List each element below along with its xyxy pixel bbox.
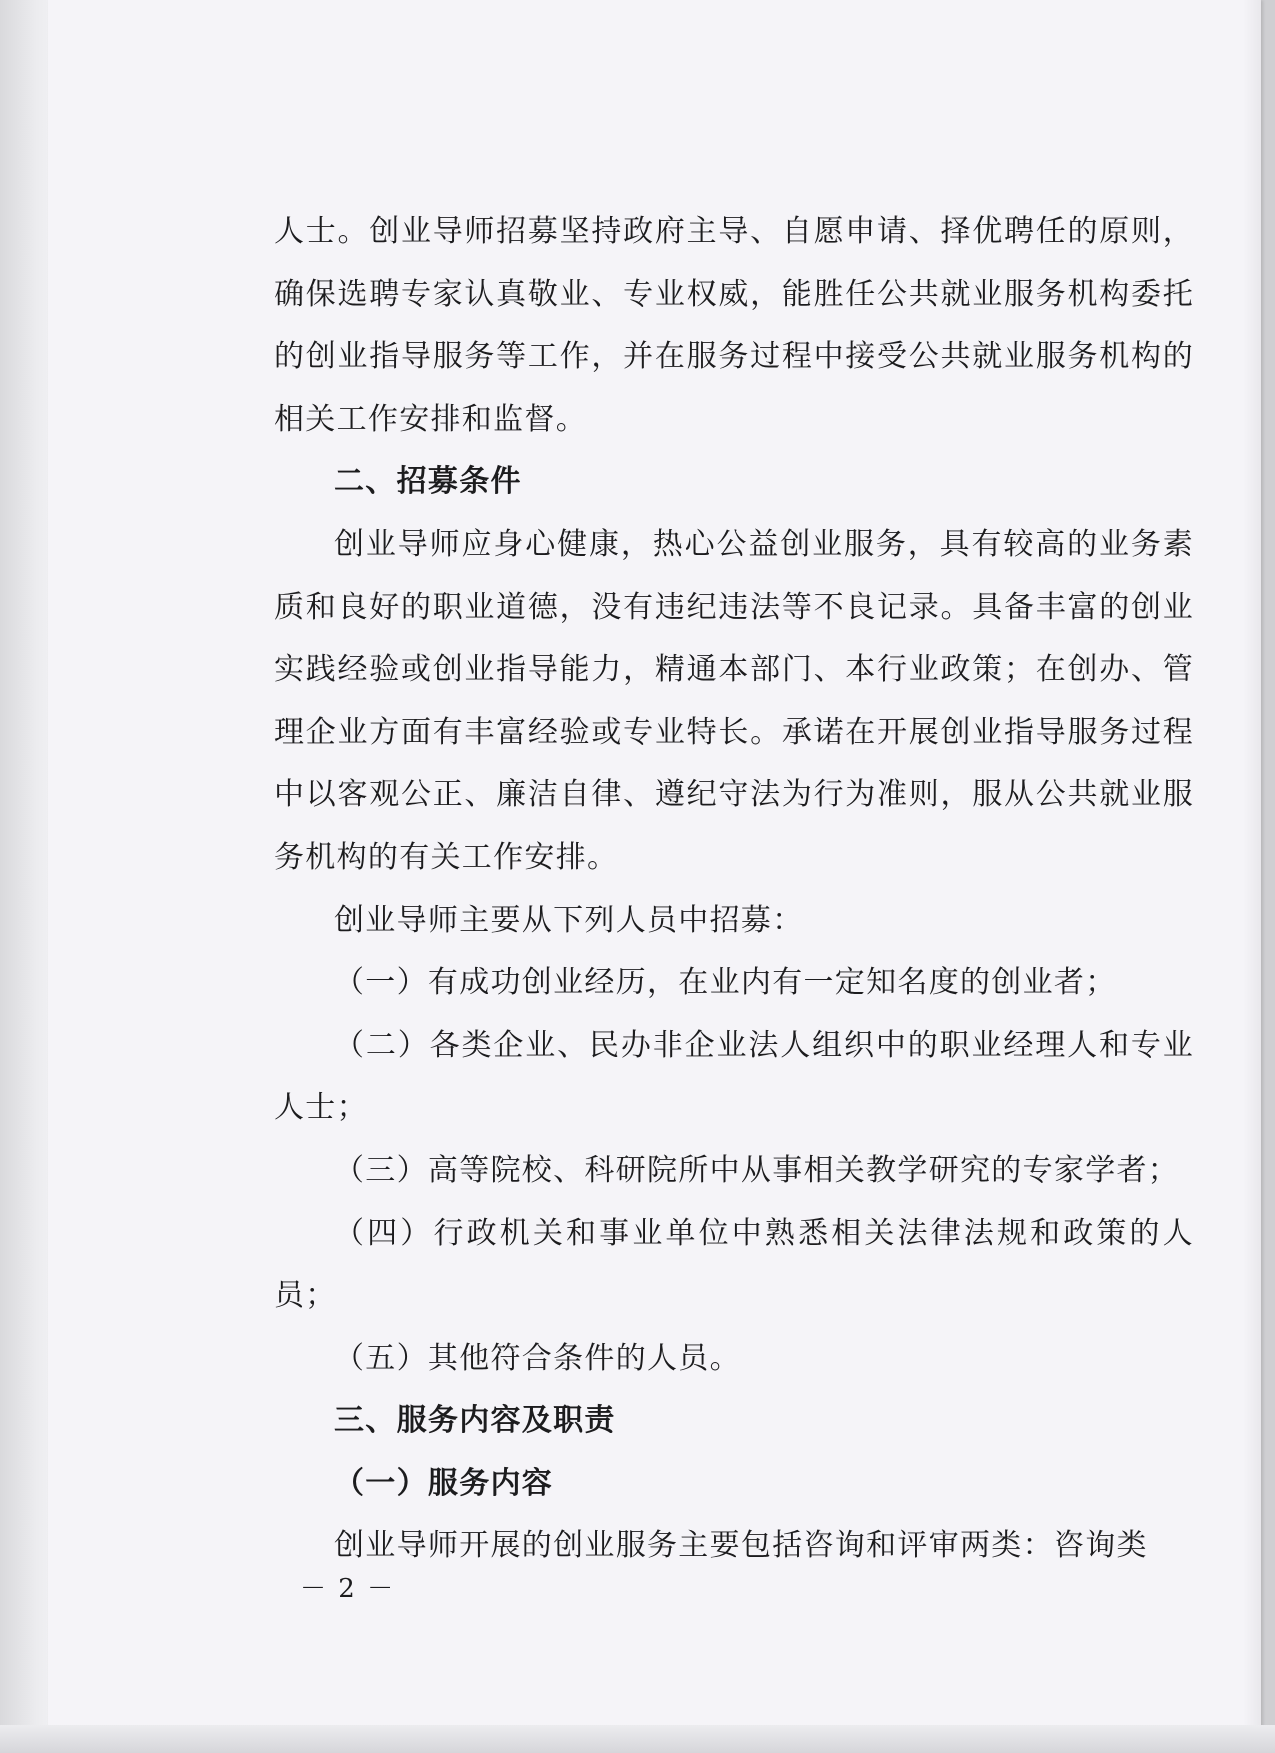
body-paragraph: （一）有成功创业经历，在业内有一定知名度的创业者；: [334, 965, 1117, 1001]
body-paragraph: 创业导师开展的创业服务主要包括咨询和评审两类：咨询类: [334, 1528, 1148, 1564]
body-paragraph: （五）其他符合条件的人员。: [334, 1340, 741, 1376]
body-paragraph: （二）各类企业、民办非企业法人组织中的职业经理人和专业人士；: [274, 1027, 1194, 1126]
section-heading: 三、服务内容及职责: [334, 1403, 616, 1439]
body-paragraph: （四）行政机关和事业单位中熟悉相关法律法规和政策的人员；: [274, 1215, 1194, 1314]
body-paragraph: 创业导师主要从下列人员中招募：: [334, 902, 804, 938]
document-body: [274, 201, 1194, 1578]
body-paragraph: 创业导师应身心健康，热心公益创业服务，具有较高的业务素质和良好的职业道德，没有违纪违法等不良记录。具备丰富的创业实践经验或创业指导能力，精通本部门、本行业政策；在创办、管理企业方面有丰富经验或专业特长。承诺在开展创业指导服务过程中以客观公正、廉洁自律、遵纪守法为行为准则，服从公共就业服务机构的有关工作安排。: [274, 526, 1194, 875]
section-heading: 二、招募条件: [334, 464, 522, 500]
document-page: [48, 0, 1261, 1728]
scan-border-bottom: [0, 1725, 1275, 1753]
page-number: － 2 －: [300, 1574, 396, 1604]
body-paragraph: 人士。创业导师招募坚持政府主导、自愿申请、择优聘任的原则，确保选聘专家认真敬业、专业权威，能胜任公共就业服务机构委托的创业指导服务等工作，并在服务过程中接受公共就业服务机构的相关工作安排和监督。: [274, 214, 1194, 437]
section-heading: （一）服务内容: [334, 1465, 554, 1501]
body-paragraph: （三）高等院校、科研院所中从事相关教学研究的专家学者；: [334, 1152, 1180, 1188]
